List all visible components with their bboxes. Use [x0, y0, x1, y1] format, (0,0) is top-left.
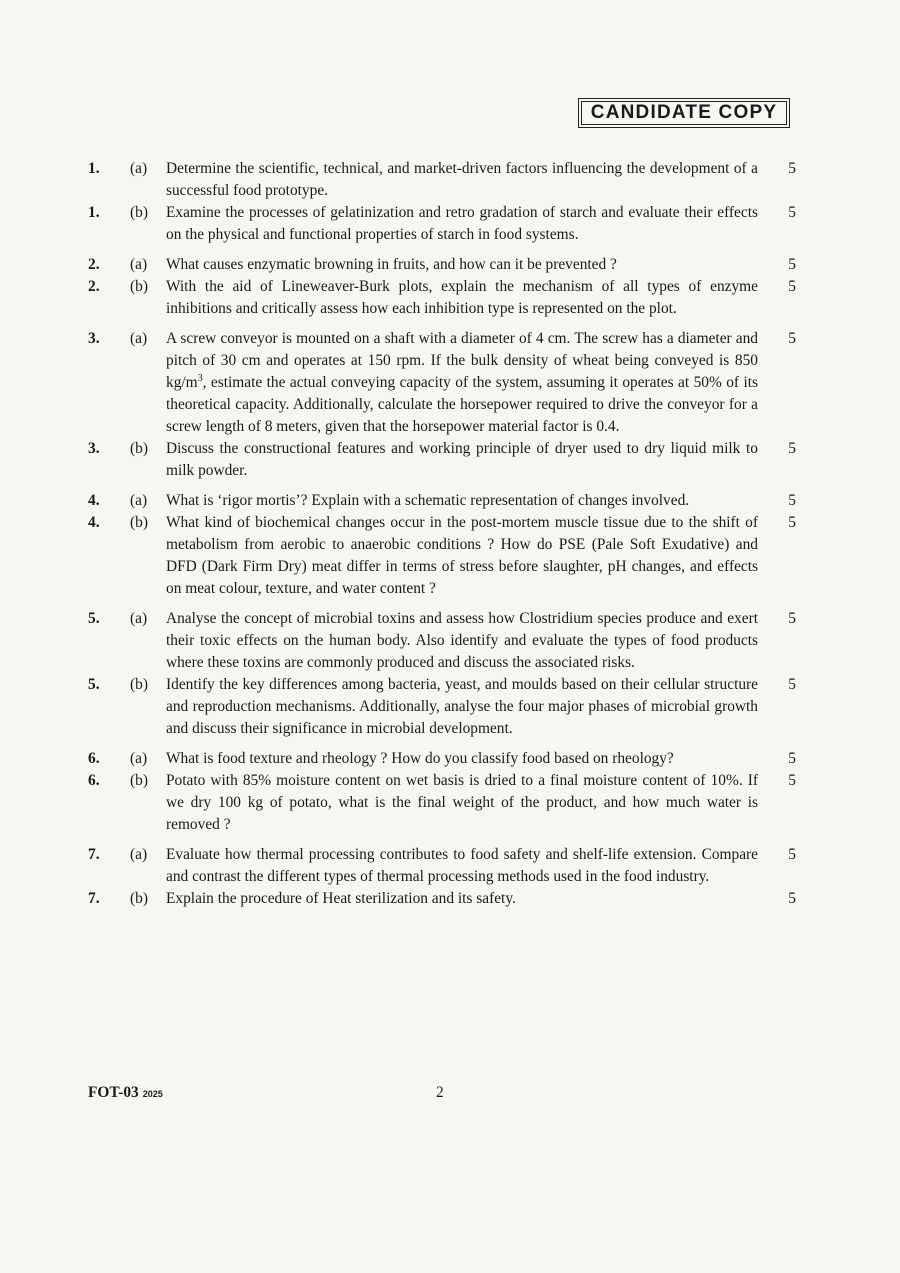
question-part: (b): [130, 204, 148, 221]
question-2b: [88, 276, 800, 320]
paper-code: [88, 1084, 163, 1102]
question-marks: 5: [788, 278, 796, 295]
question-5a: [88, 608, 800, 674]
question-part: (a): [130, 610, 148, 627]
superscript-exponent: 3: [197, 372, 203, 384]
question-marks: 5: [788, 492, 796, 509]
question-number: 3.: [88, 440, 100, 457]
question-text: Potato with 85% moisture content on wet basis is dried to a final moisture content of 10%. If we dry 100 kg of potato, what is the final weight of the product, and how much water is removed ?: [166, 772, 758, 833]
question-text: Discuss the constructional features and working principle of dryer used to dry liquid milk to milk powder.: [166, 440, 758, 479]
stamp-label: CANDIDATE COPY: [581, 101, 787, 125]
question-number: 6.: [88, 750, 100, 767]
question-3a: [88, 328, 800, 438]
candidate-copy-stamp: [578, 98, 790, 128]
question-4b: [88, 512, 800, 600]
question-marks: 5: [788, 256, 796, 273]
paper-year: 2025: [142, 1089, 163, 1099]
question-text: With the aid of Lineweaver-Burk plots, explain the mechanism of all types of enzyme inhibitions and critically assess how each inhibition type is represented on the plot.: [166, 278, 758, 317]
question-text: Determine the scientific, technical, and market-driven factors influencing the development of a successful food prototype.: [166, 160, 758, 199]
page-number: 2: [436, 1084, 444, 1101]
question-marks: 5: [788, 204, 796, 221]
question-7b: [88, 888, 800, 910]
question-6a: [88, 748, 800, 770]
question-number: 5.: [88, 610, 100, 627]
question-marks: 5: [788, 750, 796, 767]
question-part: (a): [130, 750, 148, 767]
question-marks: 5: [788, 330, 796, 347]
question-1b: [88, 202, 800, 246]
question-text: What is ‘rigor mortis’? Explain with a schematic representation of changes involved.: [166, 492, 690, 509]
question-marks: 5: [788, 440, 796, 457]
question-text: [166, 328, 758, 438]
question-number: 4.: [88, 492, 100, 509]
question-marks: 5: [788, 160, 796, 177]
question-text-part-1: A screw conveyor is mounted on a shaft with a diameter of 4 cm. The screw has a diameter and pitch of 30 cm and operates at 150 rpm. If the bulk density of wheat being conveyed is 850 kg/m: [166, 330, 758, 391]
question-number: 4.: [88, 514, 100, 531]
question-part: (b): [130, 440, 148, 457]
question-marks: 5: [788, 846, 796, 863]
question-number: 7.: [88, 846, 100, 863]
question-part: (a): [130, 846, 148, 863]
question-part: (b): [130, 772, 148, 789]
question-7a: [88, 844, 800, 888]
question-part: (b): [130, 676, 148, 693]
page-footer: [88, 1084, 800, 1108]
question-marks: 5: [788, 772, 796, 789]
question-part: (b): [130, 514, 148, 531]
question-text: What is food texture and rheology ? How do you classify food based on rheology?: [166, 750, 674, 767]
question-4a: [88, 490, 800, 512]
paper-code-label: FOT-03: [88, 1084, 139, 1101]
question-number: 6.: [88, 772, 100, 789]
question-part: (b): [130, 890, 148, 907]
question-part: (a): [130, 330, 148, 347]
question-marks: 5: [788, 610, 796, 627]
question-number: 3.: [88, 330, 100, 347]
question-number: 2.: [88, 278, 100, 295]
question-2a: [88, 254, 800, 276]
question-6b: [88, 770, 800, 836]
question-text: What kind of biochemical changes occur in the post-mortem muscle tissue due to the shift of metabolism from aerobic to anaerobic conditions ? How do PSE (Pale Soft Exudative) and DFD (Dark Firm Dry) meat differ in terms of stress before slaughter, pH changes, and effects on meat colour, texture, and water content ?: [166, 514, 758, 597]
question-part: (a): [130, 256, 148, 273]
question-5b: [88, 674, 800, 740]
question-number: 1.: [88, 160, 100, 177]
question-1a: [88, 158, 800, 202]
question-number: 2.: [88, 256, 100, 273]
question-marks: 5: [788, 514, 796, 531]
question-text: Evaluate how thermal processing contributes to food safety and shelf-life extension. Compare and contrast the different types of thermal processing methods used in the food industry.: [166, 846, 758, 885]
question-3b: [88, 438, 800, 482]
question-part: (b): [130, 278, 148, 295]
question-text: Explain the procedure of Heat sterilization and its safety.: [166, 890, 516, 907]
question-part: (a): [130, 160, 148, 177]
question-number: 1.: [88, 204, 100, 221]
question-number: 5.: [88, 676, 100, 693]
question-text: What causes enzymatic browning in fruits, and how can it be prevented ?: [166, 256, 617, 273]
question-text-part-2: , estimate the actual conveying capacity of the system, assuming it operates at 50% of its theoretical capacity. Additionally, calculate the horsepower required to drive the conveyor for a screw length of 8 meters, given that the horsepower material factor is 0.4.: [166, 374, 758, 435]
question-number: 7.: [88, 890, 100, 907]
question-text: Analyse the concept of microbial toxins and assess how Clostridium species produce and exert their toxic effects on the human body. Also identify and evaluate the types of food products where these toxins are commonly produced and discuss the associated risks.: [166, 610, 758, 671]
question-marks: 5: [788, 676, 796, 693]
question-marks: 5: [788, 890, 796, 907]
question-list: [88, 158, 800, 910]
question-part: (a): [130, 492, 148, 509]
question-text: Identify the key differences among bacteria, yeast, and moulds based on their cellular structure and reproduction mechanisms. Additionally, analyse the four major phases of microbial growth and discuss their significance in microbial development.: [166, 676, 758, 737]
question-text: Examine the processes of gelatinization and retro gradation of starch and evaluate their effects on the physical and functional properties of starch in food systems.: [166, 204, 758, 243]
